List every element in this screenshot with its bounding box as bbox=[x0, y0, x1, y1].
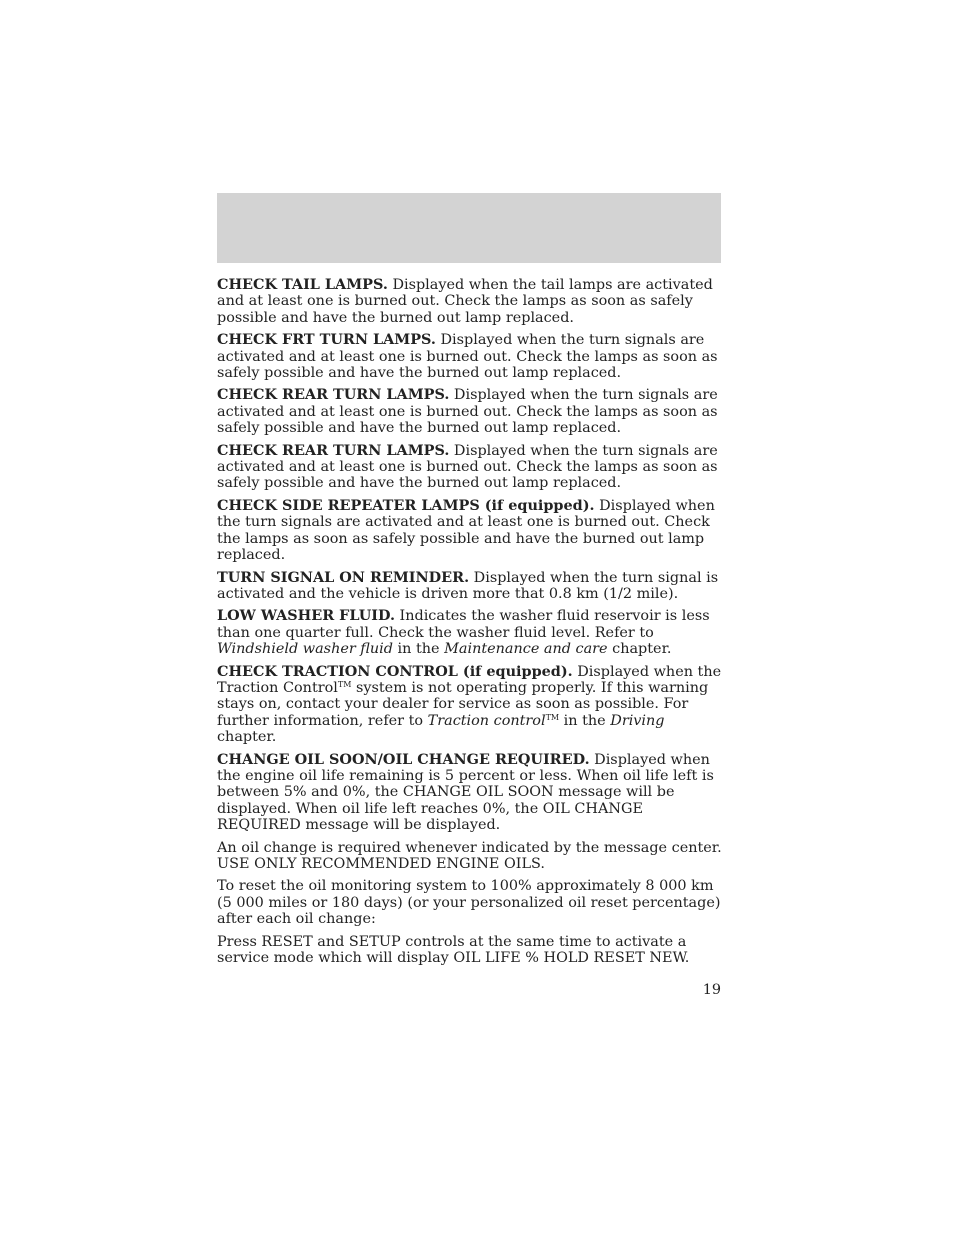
trademark-mark: TM bbox=[545, 712, 560, 722]
entry-label: CHECK FRT TURN LAMPS. bbox=[217, 331, 436, 349]
entry-description-end: chapter. bbox=[217, 729, 277, 746]
entry-label: LOW WASHER FLUID. bbox=[217, 607, 395, 625]
section-header-bar bbox=[217, 193, 721, 263]
page-content bbox=[217, 277, 723, 972]
paragraph-reset-intro: To reset the oil monitoring system to 100% approximately 8 000 km (5 000 miles or 180 days) (or your personalized oil reset percentage) after each oil change: bbox=[217, 878, 721, 928]
entry-description: Indicates the washer fluid reservoir is less than one quarter full. Check the washer fluid level. Refer to bbox=[217, 608, 710, 641]
entry-description: Displayed when the turn signals are activated and at least one is burned out. Check the lamps as soon as safely possible and have the burned out lamp replaced. bbox=[217, 387, 718, 437]
entry-check-rear-turn-lamps-repeat bbox=[217, 443, 723, 492]
entry-label: CHANGE OIL SOON/OIL CHANGE REQUIRED. bbox=[217, 750, 590, 768]
entry-turn-signal-on-reminder bbox=[217, 570, 723, 603]
entry-label: CHECK REAR TURN LAMPS. bbox=[217, 386, 450, 404]
entry-check-frt-turn-lamps bbox=[217, 332, 723, 381]
entry-label: CHECK TRACTION CONTROL (if equipped). bbox=[217, 662, 573, 680]
cross-reference-maintenance-chapter: Maintenance and care bbox=[444, 641, 608, 658]
entry-check-side-repeater-lamps bbox=[217, 498, 723, 564]
entry-description-continued: in the bbox=[559, 712, 611, 729]
entry-description-continued: in the bbox=[392, 641, 445, 658]
paragraph-oil-change-required: An oil change is required whenever indicated by the message center. USE ONLY RECOMMENDED ENGINE OILS. bbox=[217, 839, 722, 872]
entry-description-continued: system is not operating properly. If this warning stays on, contact your dealer for service as soon as possible. For further information, refer to bbox=[217, 679, 709, 729]
entry-check-traction-control bbox=[217, 664, 723, 746]
entry-description: Displayed when the engine oil life remaining is 5 percent or less. When oil life left is between 5% and 0%, the CHANGE OIL SOON message will be displayed. When oil life left reaches 0%, the OIL CHANGE REQUIRED message will be displayed. bbox=[217, 751, 714, 834]
entry-description: Displayed when the turn signals are activated and at least one is burned out. Check the lamps as soon as safely possible and have the burned out lamp replaced. bbox=[217, 497, 715, 564]
entry-change-oil-soon bbox=[217, 752, 723, 834]
entry-description: Displayed when the turn signal is activated and the vehicle is driven more that 0.8 km (1/2 mile). bbox=[217, 569, 719, 602]
entry-label: CHECK TAIL LAMPS. bbox=[217, 276, 388, 293]
entry-label: TURN SIGNAL ON REMINDER. bbox=[217, 568, 470, 586]
entry-check-tail-lamps bbox=[217, 277, 723, 326]
entry-check-rear-turn-lamps bbox=[217, 387, 723, 436]
entry-description: Displayed when the tail lamps are activated and at least one is burned out. Check the lamps as soon as safely possible and have the burned out lamp replaced. bbox=[217, 277, 713, 326]
cross-reference-windshield-washer-fluid: Windshield washer fluid bbox=[217, 641, 393, 658]
entry-description-end: chapter. bbox=[607, 641, 672, 658]
entry-description: Displayed when the turn signals are activated and at least one is burned out. Check the lamps as soon as safely possible and have the burned out lamp replaced. bbox=[217, 442, 718, 492]
paragraph-press-reset: Press RESET and SETUP controls at the same time to activate a service mode which will display OIL LIFE % HOLD RESET NEW. bbox=[217, 933, 690, 967]
entry-description: Displayed when the Traction Control bbox=[217, 663, 722, 696]
page-number: 19 bbox=[702, 982, 721, 998]
trademark-mark: TM bbox=[337, 679, 352, 689]
entry-label: CHECK REAR TURN LAMPS. bbox=[217, 441, 450, 459]
entry-low-washer-fluid bbox=[217, 608, 723, 657]
cross-reference-driving-chapter: Driving bbox=[610, 712, 665, 729]
cross-reference-traction-control: Traction control bbox=[427, 712, 546, 729]
entry-description: Displayed when the turn signals are activated and at least one is burned out. Check the lamps as soon as safely possible and have the burned out lamp replaced. bbox=[217, 332, 718, 382]
entry-label: CHECK SIDE REPEATER LAMPS (if equipped). bbox=[217, 496, 595, 514]
